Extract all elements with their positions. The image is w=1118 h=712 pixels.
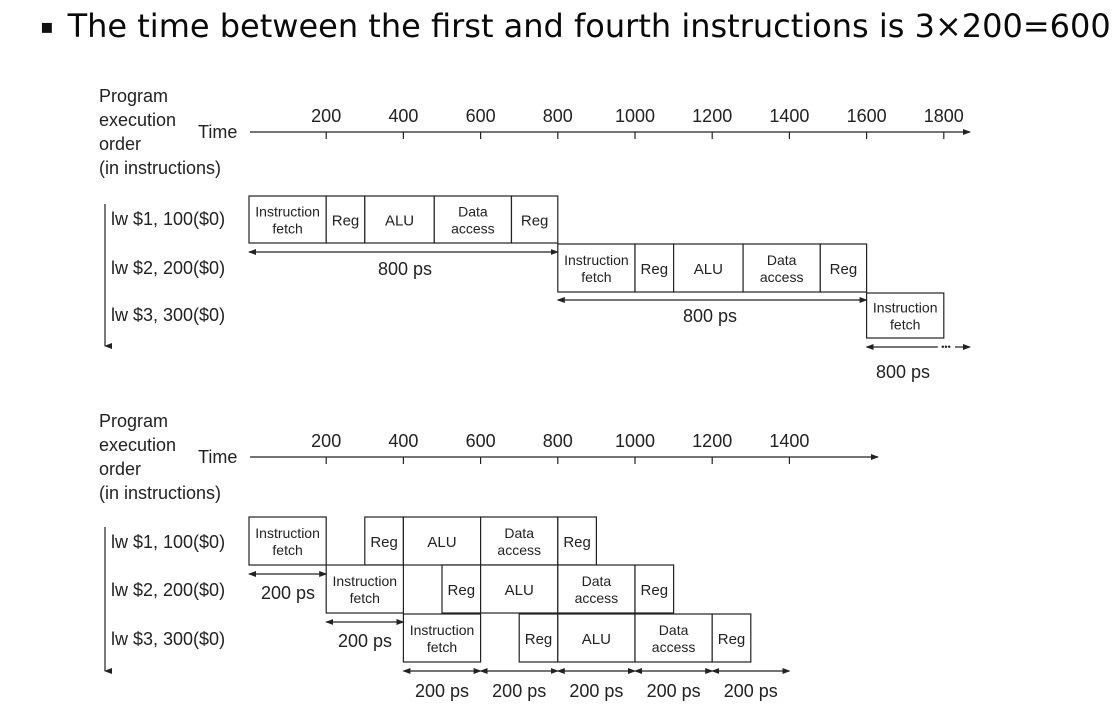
nonpipelined-time-label: Time [198, 122, 238, 142]
pipelined-instruction-0: lw $1, 100($0) [111, 532, 226, 552]
pipelined-i3-stage-0-label-1: Instruction [409, 622, 475, 638]
pipelined-tick-label-0: 200 [311, 431, 342, 451]
pipelined-duration-label-0: 200 ps [260, 583, 316, 603]
pipelined-tick-label-4: 1000 [614, 431, 656, 451]
pipelined-i1-stage-2-label: ALU [427, 534, 457, 551]
pipelined-duration-label-1: 200 ps [337, 631, 393, 651]
pipelined-duration-label-4: 200 ps [569, 681, 624, 701]
nonpipelined-i2-stage-0-label-1: Instruction [564, 252, 629, 268]
nonpipelined-instruction-0: lw $1, 100($0) [111, 209, 226, 229]
nonpipelined-tick-label-5: 1200 [692, 106, 733, 126]
pipelined-order-label-3: (in instructions) [99, 483, 222, 503]
pipelined-i3-stage-2-label: ALU [581, 631, 611, 648]
nonpipelined-duration-label-0: 800 ps [377, 259, 433, 279]
pipelined-instruction-2: lw $3, 300($0) [111, 629, 226, 649]
pipelined-i1-stage-3-label-1: Data [504, 525, 534, 541]
nonpipelined-i3-stage-0-label-2: fetch [890, 316, 921, 333]
nonpipelined-i2-stage-1-label: Reg [640, 261, 669, 278]
pipelined-i1-stage-1-label: Reg [370, 534, 398, 551]
bullet-text: The time between the first and fourth instructions is 3×200=600 [67, 7, 1111, 45]
pipelined-duration-label-6: 200 ps [723, 681, 778, 701]
nonpipelined-order-label-1: execution [99, 110, 177, 130]
pipelined-order-label-0: Program [99, 411, 169, 431]
pipelined-tick-label-3: 800 [542, 431, 573, 451]
pipelined-order-label-1: execution [99, 435, 177, 455]
nonpipelined-tick-label-0: 200 [311, 106, 342, 126]
nonpipelined-duration-label-2: 800 ps [875, 362, 931, 382]
nonpipelined-i1-stage-3-label-2: access [451, 220, 495, 237]
nonpipelined-tick-label-3: 800 [542, 106, 573, 126]
pipelined-i1-stage-0-label-1: Instruction [255, 525, 320, 541]
pipelined-i2-stage-3-label-1: Data [581, 573, 612, 589]
nonpipelined-i1-stage-1-label: Reg [331, 212, 360, 230]
pipelined-i3-stage-0-label-2: fetch [426, 639, 458, 655]
nonpipelined-i2-stage-3-label-2: access [759, 269, 804, 285]
nonpipelined-i2-stage-4-label: Reg [829, 261, 858, 278]
pipelined-i1-stage-3-label-2: access [497, 542, 541, 558]
nonpipelined-i1-stage-0-label-1: Instruction [255, 203, 320, 220]
nonpipelined-i1-stage-0-label-2: fetch [272, 220, 303, 237]
nonpipelined-i2-stage-2-label: ALU [693, 261, 723, 278]
bullet-square-icon: ▪ [40, 14, 54, 38]
pipelined-order-label-2: order [99, 459, 142, 479]
nonpipelined-i1-stage-2-label: ALU [384, 212, 415, 230]
nonpipelined-order-label-3: (in instructions) [99, 158, 222, 178]
nonpipelined-i2-stage-0-label-2: fetch [581, 269, 612, 285]
pipelined-i1-stage-4-label: Reg [563, 534, 591, 551]
nonpipelined-i2-stage-3-label-1: Data [766, 252, 797, 268]
pipelined-i2-stage-3-label-2: access [574, 590, 619, 606]
nonpipelined-tick-label-2: 600 [465, 106, 496, 126]
nonpipelined-ellipsis: ••• [941, 342, 951, 352]
pipelined-i3-stage-3-label-2: access [651, 639, 696, 655]
nonpipelined-order-label-0: Program [99, 86, 169, 106]
nonpipelined-tick-label-6: 1400 [769, 106, 810, 126]
pipelined-duration-label-2: 200 ps [414, 681, 470, 701]
pipelined-i3-stage-1-label: Reg [524, 631, 553, 648]
nonpipelined-i1-stage-3-label-1: Data [458, 203, 488, 220]
nonpipelined-instruction-1: lw $2, 200($0) [111, 258, 226, 278]
nonpipelined-order-label-2: order [99, 134, 142, 154]
pipelined-i3-stage-4-label: Reg [717, 631, 746, 648]
nonpipelined-instruction-2: lw $3, 300($0) [111, 305, 226, 325]
nonpipelined-i3-stage-0-label-1: Instruction [872, 299, 938, 316]
nonpipelined-i1-stage-4-label: Reg [520, 212, 549, 230]
pipelined-i1-stage-0-label-2: fetch [272, 542, 303, 558]
nonpipelined-tick-label-1: 400 [388, 106, 419, 126]
nonpipelined-duration-label-1: 800 ps [682, 306, 738, 326]
nonpipelined-tick-label-7: 1600 [846, 106, 887, 126]
nonpipelined-tick-label-4: 1000 [614, 106, 656, 126]
pipelined-tick-label-1: 400 [388, 431, 419, 451]
pipelined-i2-stage-2-label: ALU [504, 582, 534, 599]
pipelined-i2-stage-4-label: Reg [640, 582, 669, 599]
pipelined-time-label: Time [198, 447, 238, 467]
pipelined-i3-stage-3-label-1: Data [658, 622, 689, 638]
nonpipelined-tick-label-8: 1800 [923, 106, 964, 126]
pipelined-duration-label-3: 200 ps [492, 681, 547, 701]
pipelined-i2-stage-0-label-1: Instruction [332, 573, 398, 589]
pipelined-duration-label-5: 200 ps [646, 681, 701, 701]
pipelined-i2-stage-0-label-2: fetch [349, 590, 380, 606]
pipelined-instruction-1: lw $2, 200($0) [111, 580, 226, 600]
pipelined-tick-label-5: 1200 [692, 431, 733, 451]
pipelined-tick-label-6: 1400 [769, 431, 810, 451]
pipelined-tick-label-2: 600 [465, 431, 496, 451]
pipelined-i2-stage-1-label: Reg [447, 582, 476, 599]
